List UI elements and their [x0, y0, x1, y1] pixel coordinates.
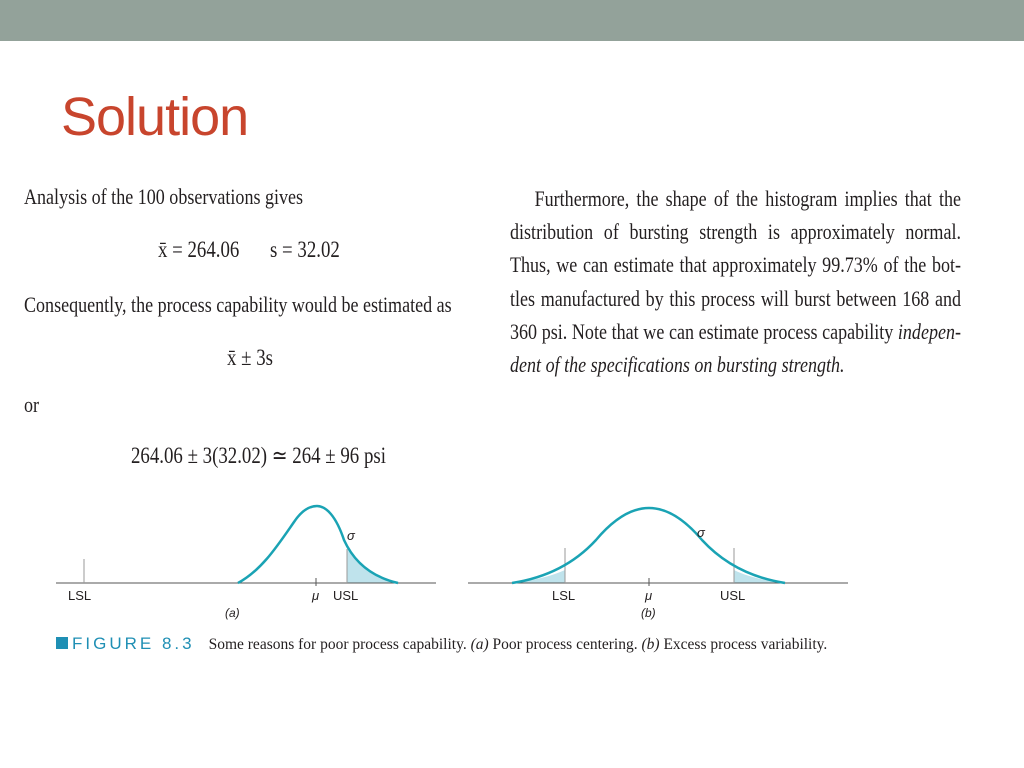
- panel-b-label: (b): [641, 606, 656, 620]
- paragraph-line-with-italic: [510, 315, 961, 348]
- mean-equation: x̄ = 264.06: [158, 237, 240, 262]
- or-text: or: [24, 392, 40, 417]
- capability-formula: x̄ ± 3s: [227, 345, 273, 370]
- panel-a-curve: [238, 506, 398, 583]
- caption-text-3: Excess process variability.: [659, 636, 828, 653]
- panel-a-usl-label: USL: [333, 588, 359, 603]
- result-equation: 264.06 ± 3(32.02) ≃ 264 ± 96 psi: [131, 443, 386, 468]
- paragraph-line: tles manufactured by this process will burst between 168 and: [510, 285, 961, 311]
- top-bar: [0, 0, 1024, 41]
- paragraph-line-text: 360 psi. Note that we can estimate process capability: [510, 318, 898, 344]
- panel-b-curve: [512, 508, 785, 583]
- paragraph-line: Furthermore, the shape of the histogram implies that the: [534, 186, 961, 211]
- sd-equation: s = 32.02: [270, 237, 340, 262]
- panel-a-label: (a): [225, 606, 240, 620]
- panel-b-usl-label: USL: [720, 588, 746, 603]
- paragraph-line: distribution of bursting strength is approximately normal.: [510, 219, 961, 245]
- panel-a-sigma-label: σ: [347, 528, 355, 543]
- slide-title: Solution: [61, 87, 249, 147]
- panel-b-sigma-label: σ: [697, 525, 705, 540]
- caption-square-icon: [56, 637, 68, 649]
- figure-caption: [56, 634, 856, 654]
- panel-b-lsl-label: LSL: [552, 588, 576, 603]
- caption-a: (a): [470, 636, 489, 653]
- caption-b: (b): [641, 636, 660, 653]
- paragraph-line-italic: [510, 348, 961, 381]
- caption-label: FIGURE 8.3: [72, 634, 195, 653]
- figure-8-3: [0, 495, 1024, 630]
- italic-tail: indepen-: [897, 318, 961, 344]
- intro-text: Analysis of the 100 observations gives: [24, 184, 304, 209]
- caption-text-1: Some reasons for poor process capability.: [208, 636, 471, 653]
- paragraph-line: Thus, we can estimate that approximately 99.73% of the bot-: [510, 252, 961, 278]
- italic-line: dent of the specifications on bursting strength.: [510, 352, 845, 378]
- panel-b-mu-label: μ: [645, 588, 653, 603]
- caption-text-2: Poor process centering.: [488, 636, 642, 653]
- right-paragraph: [510, 182, 961, 381]
- panel-a: [56, 506, 436, 620]
- panel-a-usl-shade: [347, 549, 396, 583]
- panel-a-lsl-label: LSL: [68, 588, 92, 603]
- consequently-text: Consequently, the process capability would be estimated as: [24, 292, 452, 317]
- panel-b: [468, 508, 848, 620]
- panel-a-mu-label: μ: [312, 588, 320, 603]
